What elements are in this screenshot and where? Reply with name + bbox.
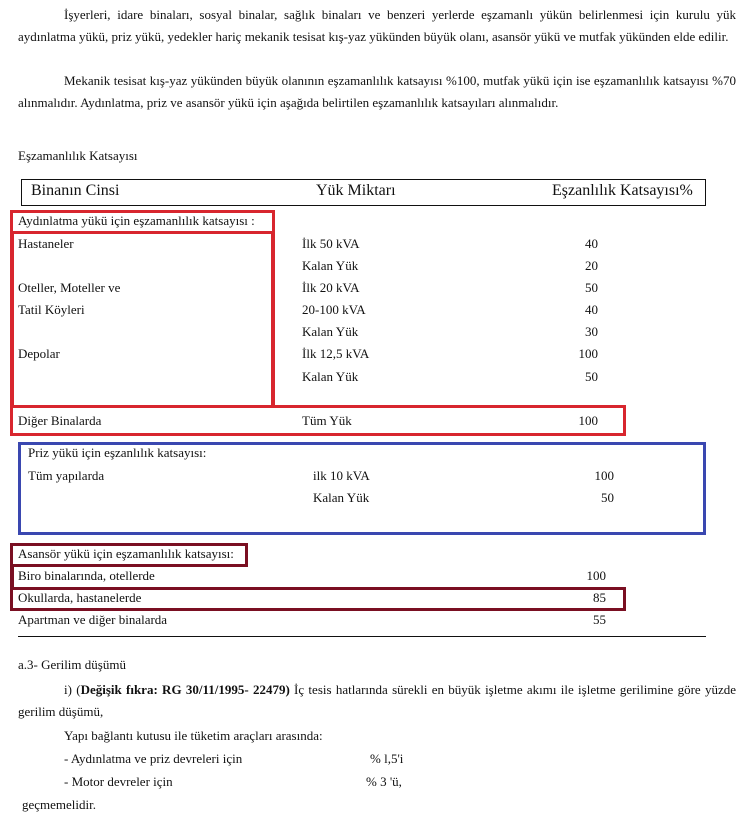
section-label: Eşzamanlılık Katsayısı (18, 148, 138, 163)
row-load: İlk 20 kVA (302, 280, 360, 295)
header-col-load: Yük Miktarı (316, 182, 396, 199)
gerilim-heading: a.3- Gerilim düşümü (18, 657, 126, 672)
row-load: İlk 12,5 kVA (302, 346, 370, 361)
gerilim-line: Yapı bağlantı kutusu ile tüketim araçları arasında: (64, 728, 323, 743)
priz-title: Priz yükü için eşzanlılık katsayısı: (28, 445, 207, 460)
row-value: 100 (578, 413, 598, 428)
row-load: Tüm Yük (302, 413, 352, 428)
row-value: 100 (586, 568, 606, 583)
row-type: Biro binalarında, otellerde (18, 568, 155, 583)
divider-line (18, 636, 706, 637)
row-value: 50 (585, 369, 598, 384)
aydinlatma-right-border (271, 232, 275, 408)
table-header (21, 179, 706, 206)
row-value: 30 (585, 324, 598, 339)
row-value: 55 (593, 612, 606, 627)
row-value: 20 (585, 258, 598, 273)
intro-paragraph-2: Mekanik tesisat kış-yaz yükünden büyük olanının eşzamanlılık katsayısı %100, mutfak yükü için ise eşzamanlılık katsayısı %70 alınmalıdır. Aydınlatma, priz ve asansör yükü için aşağıda belirtilen eşzamanlılık katsayıları alınmalıdır. (18, 73, 736, 110)
gerilim-ending: geçmemelidir. (22, 797, 97, 812)
aydinlatma-title: Aydınlatma yükü için eşzamanlılık katsayısı : (18, 213, 255, 228)
gerilim-row-label: - Motor devreler için (64, 774, 173, 789)
header-col-type: Binanın Cinsi (31, 182, 120, 199)
asansor-left-border (10, 565, 14, 589)
row-load: 20-100 kVA (302, 302, 366, 317)
row-type: Okullarda, hastanelerde (18, 590, 142, 605)
row-load: İlk 50 kVA (302, 236, 360, 251)
row-value: 40 (585, 236, 598, 251)
row-load: Kalan Yük (313, 490, 370, 505)
row-load: Kalan Yük (302, 324, 359, 339)
row-type: Tatil Köyleri (18, 302, 85, 317)
row-load: Kalan Yük (302, 369, 359, 384)
row-value: 85 (593, 590, 606, 605)
row-type: Hastaneler (18, 236, 74, 251)
row-type: Depolar (18, 346, 60, 361)
row-type: Apartman ve diğer binalarda (18, 612, 168, 627)
row-load: Kalan Yük (302, 258, 359, 273)
row-value: 100 (578, 346, 598, 361)
row-type: Diğer Binalarda (18, 413, 102, 428)
asansor-title: Asansör yükü için eşzamanlılık katsayısı: (18, 546, 234, 561)
gerilim-paragraph: i) (Değişik fıkra: RG 30/11/1995- 22479) İç tesis hatlarında sürekli en büyük işletme akımı ile işletme gerilimine göre yüzde gerilim düşümü, (18, 682, 736, 719)
row-type: Tüm yapılarda (28, 468, 105, 483)
gerilim-row-value: % 3 'ü, (366, 774, 402, 789)
intro-paragraph-1: İşyerleri, idare binaları, sosyal binalar, sağlık binaları ve benzeri yerlerde eşzamanlı yükün belirlenmesi için kurulu yük aydınlatma yükü, priz yükü, yedekler hariç mekanik tesisat kış-yaz yükünden büyük olanı, asansör yükü ve mutfak yükünden elde edilir. (18, 7, 736, 44)
gerilim-row-label: - Aydınlatma ve priz devreleri için (64, 751, 243, 766)
row-value: 50 (585, 280, 598, 295)
row-type: Oteller, Moteller ve (18, 280, 121, 295)
row-value: 50 (601, 490, 614, 505)
row-value: 40 (585, 302, 598, 317)
gerilim-row-value: % l,5'i (370, 751, 404, 766)
header-col-factor: Eşzanlılık Katsayısı% (552, 182, 693, 199)
aydinlatma-left-border (10, 232, 14, 408)
row-load: ilk 10 kVA (313, 468, 370, 483)
row-value: 100 (594, 468, 614, 483)
